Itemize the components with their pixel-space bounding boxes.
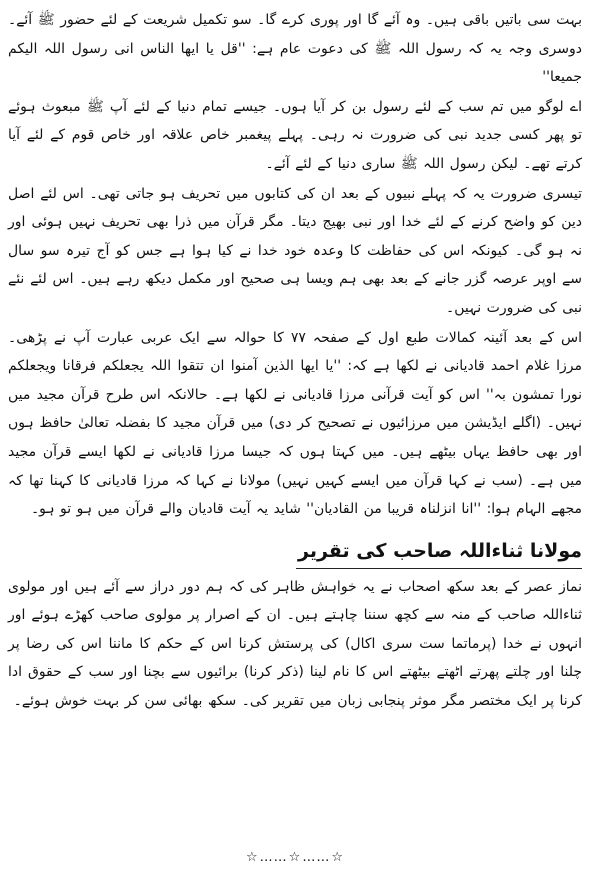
section-heading-container: [8, 536, 582, 569]
section-heading: مولانا ثناءاللہ صاحب کی تقریر: [296, 536, 582, 569]
paragraph-1: بہت سی باتیں باقی ہیں۔ وہ آئے گا اور پوری کرے گا۔ سو تکمیل شریعت کے لئے حضور ﷺ آئے۔ دوسری وجہ یہ کہ رسول اللہ ﷺ کی دعوت عام ہے: ''قل یا ایھا الناس انی رسول اللہ الیکم جمیعا'': [8, 12, 582, 86]
star-icon: ☆: [246, 850, 259, 865]
paragraph-2: اے لوگو میں تم سب کے لئے رسول بن کر آیا ہوں۔ جیسے تمام دنیا کے لئے آپ ﷺ مبعوث ہوئے تو پھر کسی جدید نبی کی ضرورت نہ رہی۔ پہلے پیغمبر خاص علاقہ اور خاص قوم کے لئے آیا کرتے تھے۔ لیکن رسول اللہ ﷺ ساری دنیا کے لئے آئے۔: [8, 98, 582, 172]
dots-separator: ……: [302, 850, 331, 865]
paragraph-4: اس کے بعد آئینہ کمالات طبع اول کے صفحہ ۷۷ کا حوالہ سے ایک عربی عبارت آپ نے پڑھی۔ مرزا غلام احمد قادیانی نے لکھا ہے کہ: ''یا ایھا الذین آمنوا ان تتقوا اللہ یجعلکم فرقانا ویجعلکم نورا تمشون بہ'' اس کو آیت قرآنی مرزا قادیانی نے لکھا ہے۔ حالانکہ اس طرح قرآن مجید میں نہیں۔ (اگلے ایڈیشن میں مرزائیوں نے تصحیح کر دی) میں قرآن مجید کا بفضلہ تعالیٰ حافظ ہوں اور بھی حافظ یہاں بیٹھے ہیں۔ میں کہتا ہوں کہ جیسا مرزا قادیانی نے لکھا ایسے قرآن مجید میں ہے۔ (سب نے کہا قرآن میں ایسے کہیں نہیں) مولانا نے کہا کہ مرزا قادیانی کا کہنا تھا کہ مجھے الہام ہوا: ''انا انزلناہ قریبا من القادیان'' شاید یہ آیت قادیان والے قرآن میں ہو تو ہو۔: [8, 329, 582, 518]
star-icon: ☆: [288, 850, 302, 865]
dots-separator: ……: [259, 850, 288, 865]
section-end-mark: [0, 850, 590, 865]
paragraph-3: تیسری ضرورت یہ کہ پہلے نبیوں کے بعد ان کی کتابوں میں تحریف ہو جاتی تھی۔ اس لئے اصل دین کو واضح کرنے کے لئے خدا اور نبی بھیج دیتا۔ مگر قرآن میں ذرا بھی تحریف نہیں ہوئی اور نہ ہو گی۔ کیونکہ اس کی حفاظت کا وعدہ خود خدا نے کیا ہوا ہے جس کو آج تیرہ سو سال سے اوپر عرصہ گزر جانے کے بعد بھی ہم ویسا ہی صحیح اور مکمل دیکھ رہے ہیں۔ اس لئے نئے نبی کی ضرورت نہیں۔: [8, 185, 582, 316]
star-icon: ☆: [331, 850, 344, 865]
paragraph-closing: نماز عصر کے بعد سکھ اصحاب نے یہ خواہش ظاہر کی کہ ہم دور دراز سے آئے ہیں اور مولوی ثناءاللہ صاحب کے منہ سے کچھ سننا چاہتے ہیں۔ ان کے اصرار پر مولوی صاحب کھڑے ہوئے اور انہوں نے خدا (پرماتما ست سری اکال) کی پرستش کرنا اس کے حکم کا ماننا اس کی رضا پر چلنا اور چلتے پھرتے اٹھتے بیٹھتے اس کا نام لینا (ذکر کرنا) برائیوں سے بچنا اور سب کے حقوق ادا کرنا پر ایک مختصر مگر موثر پنجابی زبان میں تقریر کی۔ سکھ بھائی سن کر بہت خوش ہوئے۔: [8, 578, 582, 710]
